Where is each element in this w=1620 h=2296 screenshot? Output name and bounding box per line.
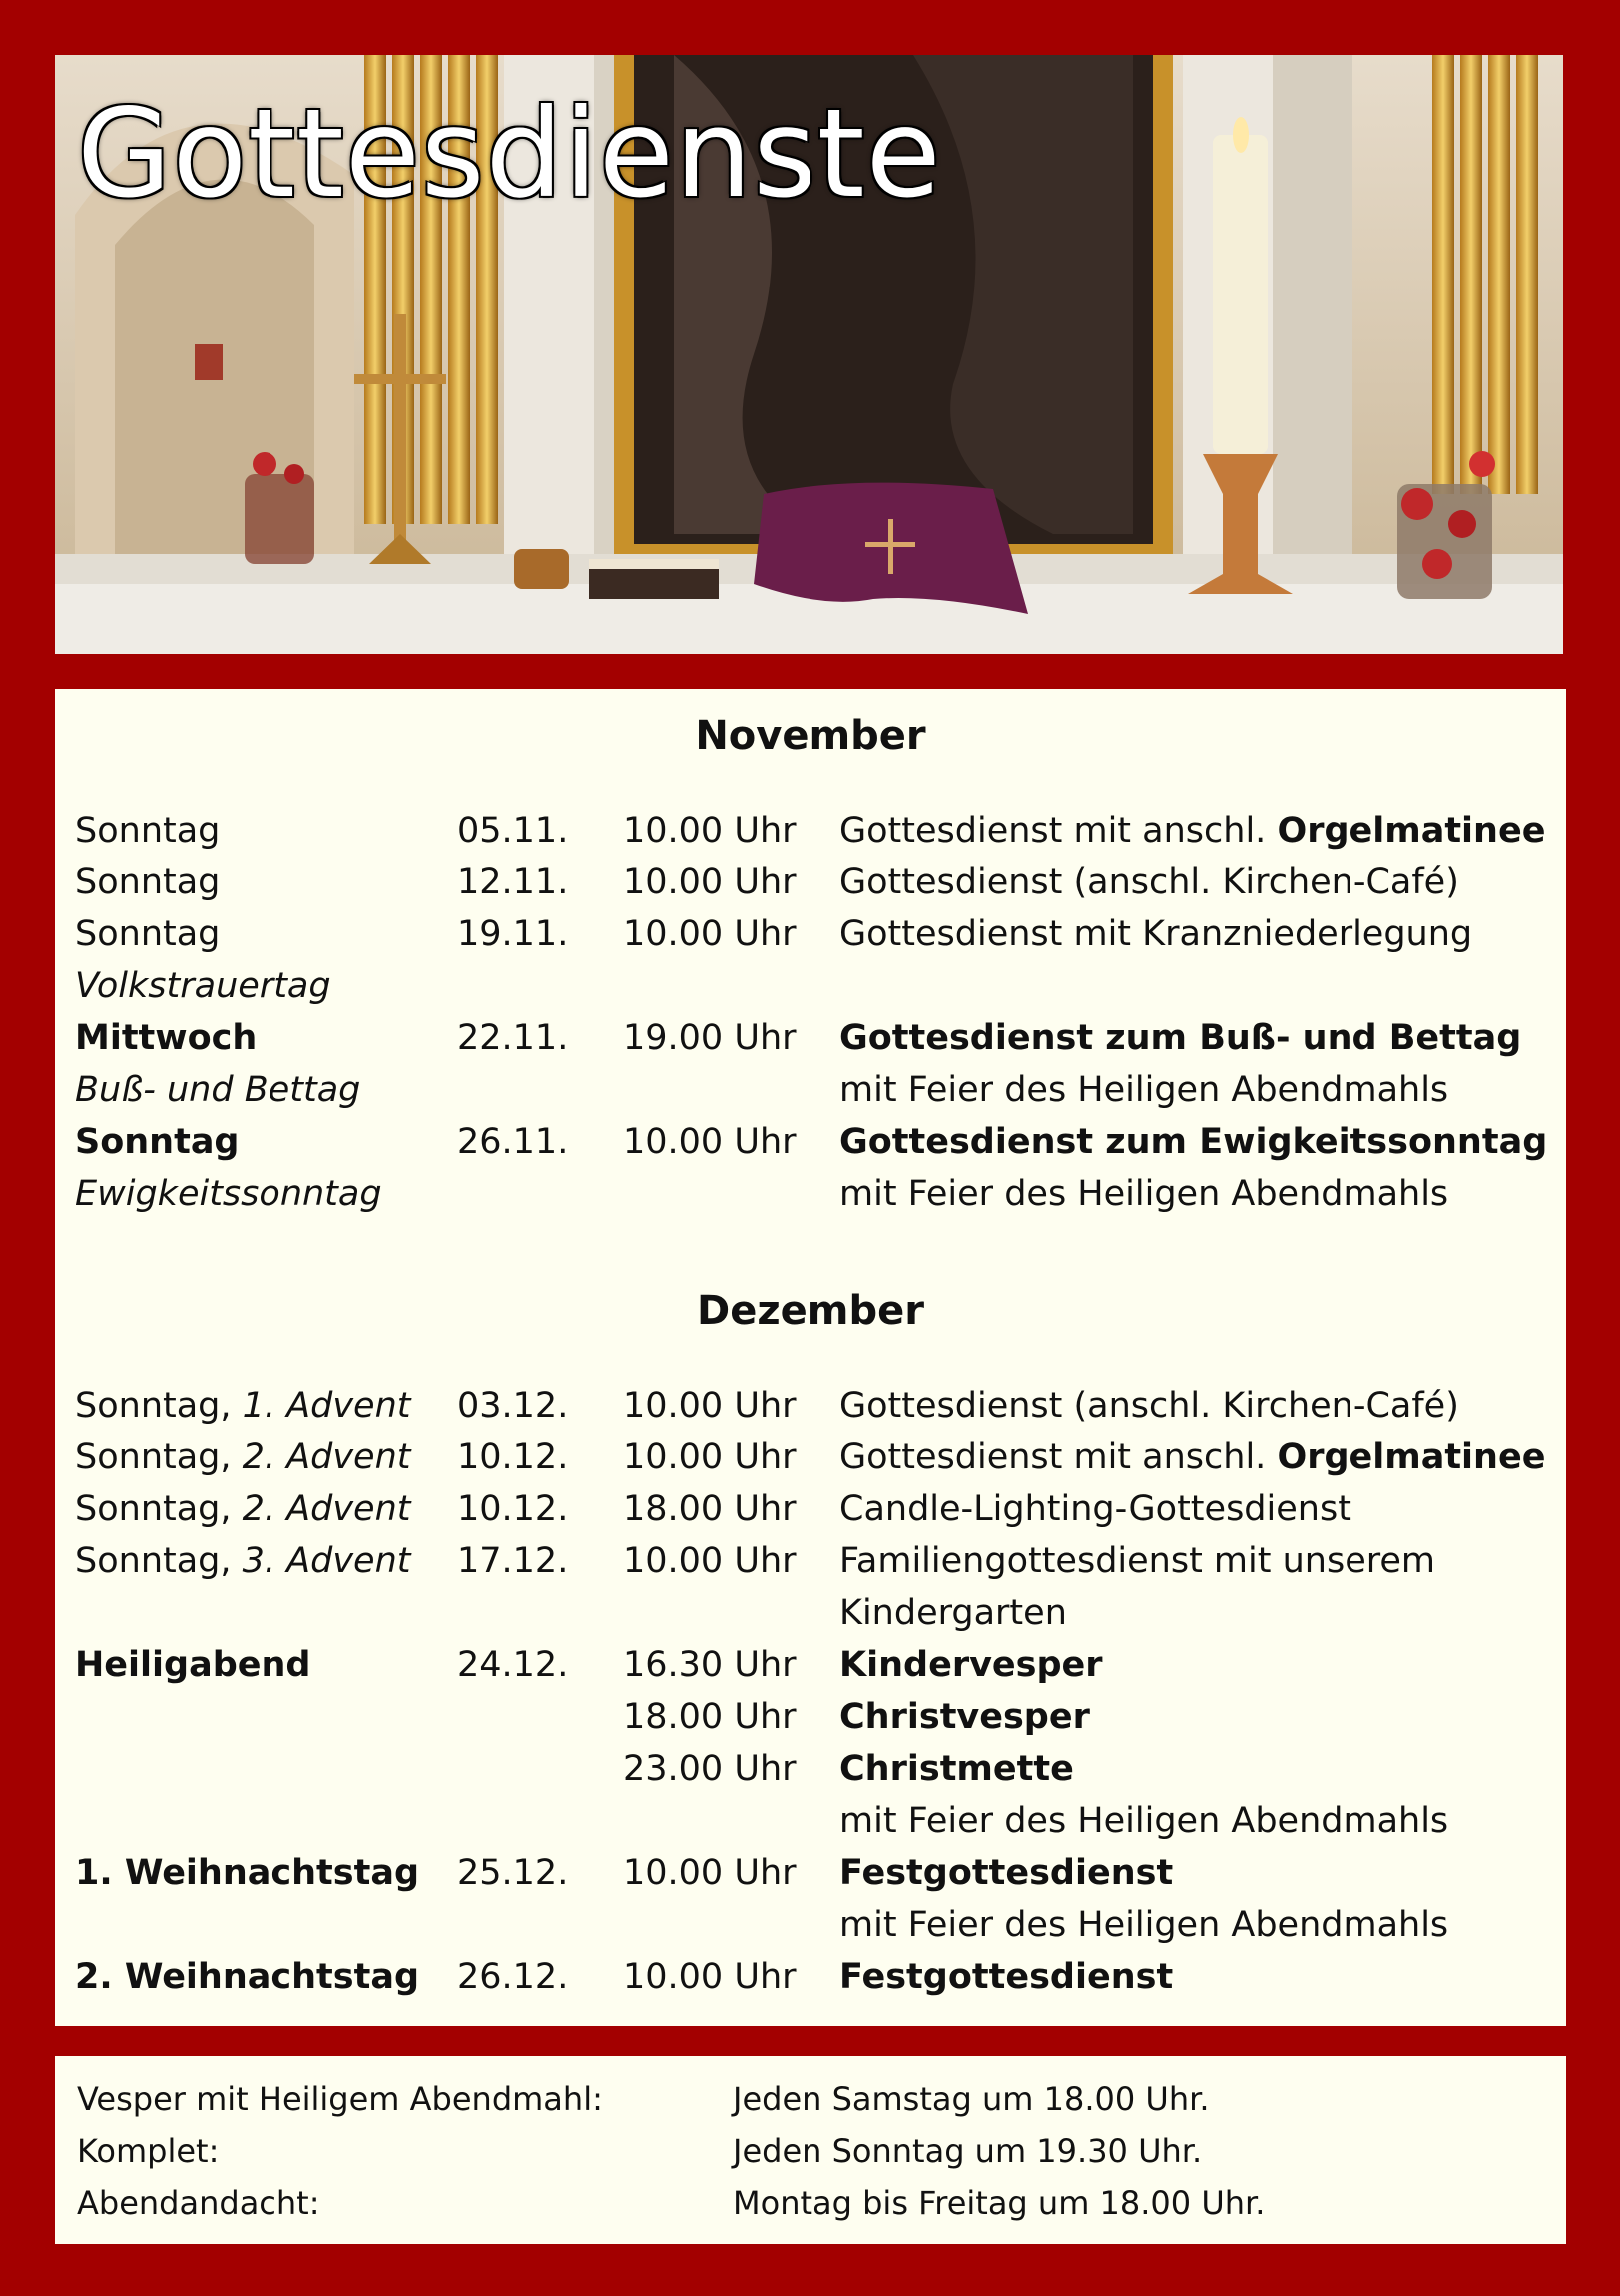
day-label: Sonntag bbox=[75, 914, 221, 954]
description: mit Feier des Heiligen Abendmahls bbox=[839, 1905, 1449, 1945]
time: 10.00 Uhr bbox=[623, 1853, 797, 1893]
description: Christvesper bbox=[839, 1697, 1090, 1737]
schedule-row bbox=[55, 1951, 1566, 2003]
description-highlight: Orgelmatinee bbox=[1277, 811, 1546, 851]
description bbox=[839, 1432, 1545, 1483]
description: Christmette bbox=[839, 1749, 1074, 1789]
time: 19.00 Uhr bbox=[623, 1018, 797, 1058]
date: 12.11. bbox=[457, 862, 569, 902]
day-label bbox=[75, 1380, 410, 1432]
description: mit Feier des Heiligen Abendmahls bbox=[839, 1070, 1449, 1110]
schedule-row bbox=[55, 1847, 1566, 1899]
date: 26.11. bbox=[457, 1122, 569, 1162]
advent-label: 2. Advent bbox=[242, 1489, 411, 1529]
service-name: Abendandacht: bbox=[77, 2184, 320, 2222]
schedule-row bbox=[55, 1535, 1566, 1587]
service-schedule: Jeden Samstag um 18.00 Uhr. bbox=[733, 2080, 1210, 2118]
schedule-row bbox=[55, 857, 1566, 908]
time: 10.00 Uhr bbox=[623, 1122, 797, 1162]
day-label: Sonntag bbox=[75, 811, 221, 851]
advent-label: 2. Advent bbox=[242, 1437, 411, 1477]
description: Kindergarten bbox=[839, 1593, 1067, 1633]
occasion-label: Ewigkeitssonntag bbox=[75, 1174, 382, 1214]
day-label: 2. Weihnachtstag bbox=[75, 1957, 420, 1997]
schedule-row bbox=[55, 1432, 1566, 1483]
footer-row bbox=[55, 2126, 1566, 2176]
description-highlight: Orgelmatinee bbox=[1277, 1437, 1546, 1477]
advent-label: 3. Advent bbox=[242, 1541, 411, 1581]
day-label bbox=[75, 1483, 410, 1535]
day-label: Sonntag bbox=[75, 862, 221, 902]
schedule-row bbox=[55, 908, 1566, 960]
day-label bbox=[75, 1535, 410, 1587]
time: 23.00 Uhr bbox=[623, 1749, 797, 1789]
description bbox=[839, 805, 1545, 857]
schedule-row bbox=[55, 960, 1566, 1012]
day-text: Sonntag, bbox=[75, 1541, 243, 1581]
day-text: Sonntag, bbox=[75, 1386, 243, 1426]
date: 24.12. bbox=[457, 1645, 569, 1685]
schedule-row bbox=[55, 1012, 1566, 1064]
time: 10.00 Uhr bbox=[623, 1541, 797, 1581]
description: Gottesdienst zum Buß- und Bettag bbox=[839, 1018, 1522, 1058]
schedule-row bbox=[55, 1064, 1566, 1116]
occasion-label: Volkstrauertag bbox=[75, 966, 331, 1006]
description: mit Feier des Heiligen Abendmahls bbox=[839, 1174, 1449, 1214]
day-text: Sonntag, bbox=[75, 1437, 243, 1477]
schedule-panel bbox=[55, 689, 1566, 2026]
date: 25.12. bbox=[457, 1853, 569, 1893]
description-text: Gottesdienst mit anschl. bbox=[839, 1437, 1278, 1477]
description: Gottesdienst mit Kranzniederlegung bbox=[839, 914, 1473, 954]
description: Familiengottesdienst mit unserem bbox=[839, 1541, 1435, 1581]
footer-row bbox=[55, 2178, 1566, 2228]
description: Gottesdienst zum Ewigkeitssonntag bbox=[839, 1122, 1548, 1162]
description: Gottesdienst (anschl. Kirchen-Café) bbox=[839, 862, 1459, 902]
date: 05.11. bbox=[457, 811, 569, 851]
service-schedule: Jeden Sonntag um 19.30 Uhr. bbox=[733, 2132, 1203, 2170]
time: 16.30 Uhr bbox=[623, 1645, 797, 1685]
schedule-row bbox=[55, 1639, 1566, 1691]
date: 17.12. bbox=[457, 1541, 569, 1581]
day-label bbox=[75, 1432, 410, 1483]
time: 10.00 Uhr bbox=[623, 1437, 797, 1477]
description: mit Feier des Heiligen Abendmahls bbox=[839, 1801, 1449, 1841]
regular-services-panel bbox=[55, 2056, 1566, 2244]
schedule-row bbox=[55, 805, 1566, 857]
time: 10.00 Uhr bbox=[623, 1386, 797, 1426]
service-name: Vesper mit Heiligem Abendmahl: bbox=[77, 2080, 603, 2118]
description: Gottesdienst (anschl. Kirchen-Café) bbox=[839, 1386, 1459, 1426]
advent-label: 1. Advent bbox=[242, 1386, 411, 1426]
header-photo bbox=[55, 55, 1563, 654]
schedule-row bbox=[55, 1168, 1566, 1220]
date: 19.11. bbox=[457, 914, 569, 954]
day-label: 1. Weihnachtstag bbox=[75, 1853, 420, 1893]
description: Festgottesdienst bbox=[839, 1957, 1174, 1997]
service-schedule: Montag bis Freitag um 18.00 Uhr. bbox=[733, 2184, 1266, 2222]
date: 10.12. bbox=[457, 1437, 569, 1477]
page-title: Gottesdienste bbox=[77, 83, 942, 225]
schedule-row bbox=[55, 1483, 1566, 1535]
schedule-row bbox=[55, 1795, 1566, 1847]
occasion-label: Buß- und Bettag bbox=[75, 1070, 361, 1110]
day-text: Sonntag, bbox=[75, 1489, 243, 1529]
schedule-row bbox=[55, 1587, 1566, 1639]
time: 10.00 Uhr bbox=[623, 811, 797, 851]
description-text: Gottesdienst mit anschl. bbox=[839, 811, 1278, 851]
date: 22.11. bbox=[457, 1018, 569, 1058]
date: 03.12. bbox=[457, 1386, 569, 1426]
time: 10.00 Uhr bbox=[623, 1957, 797, 1997]
date: 10.12. bbox=[457, 1489, 569, 1529]
service-name: Komplet: bbox=[77, 2132, 220, 2170]
time: 10.00 Uhr bbox=[623, 914, 797, 954]
footer-row bbox=[55, 2074, 1566, 2124]
schedule-row bbox=[55, 1743, 1566, 1795]
day-label: Sonntag bbox=[75, 1122, 240, 1162]
description: Candle-Lighting-Gottesdienst bbox=[839, 1489, 1351, 1529]
schedule-row bbox=[55, 1380, 1566, 1432]
date: 26.12. bbox=[457, 1957, 569, 1997]
month-heading-november: November bbox=[695, 713, 926, 759]
month-heading-dezember: Dezember bbox=[697, 1288, 924, 1334]
day-label: Mittwoch bbox=[75, 1018, 258, 1058]
time: 10.00 Uhr bbox=[623, 862, 797, 902]
schedule-row bbox=[55, 1899, 1566, 1951]
description: Kindervesper bbox=[839, 1645, 1103, 1685]
schedule-row bbox=[55, 1116, 1566, 1168]
description: Festgottesdienst bbox=[839, 1853, 1174, 1893]
time: 18.00 Uhr bbox=[623, 1489, 797, 1529]
schedule-row bbox=[55, 1691, 1566, 1743]
time: 18.00 Uhr bbox=[623, 1697, 797, 1737]
day-label: Heiligabend bbox=[75, 1645, 311, 1685]
